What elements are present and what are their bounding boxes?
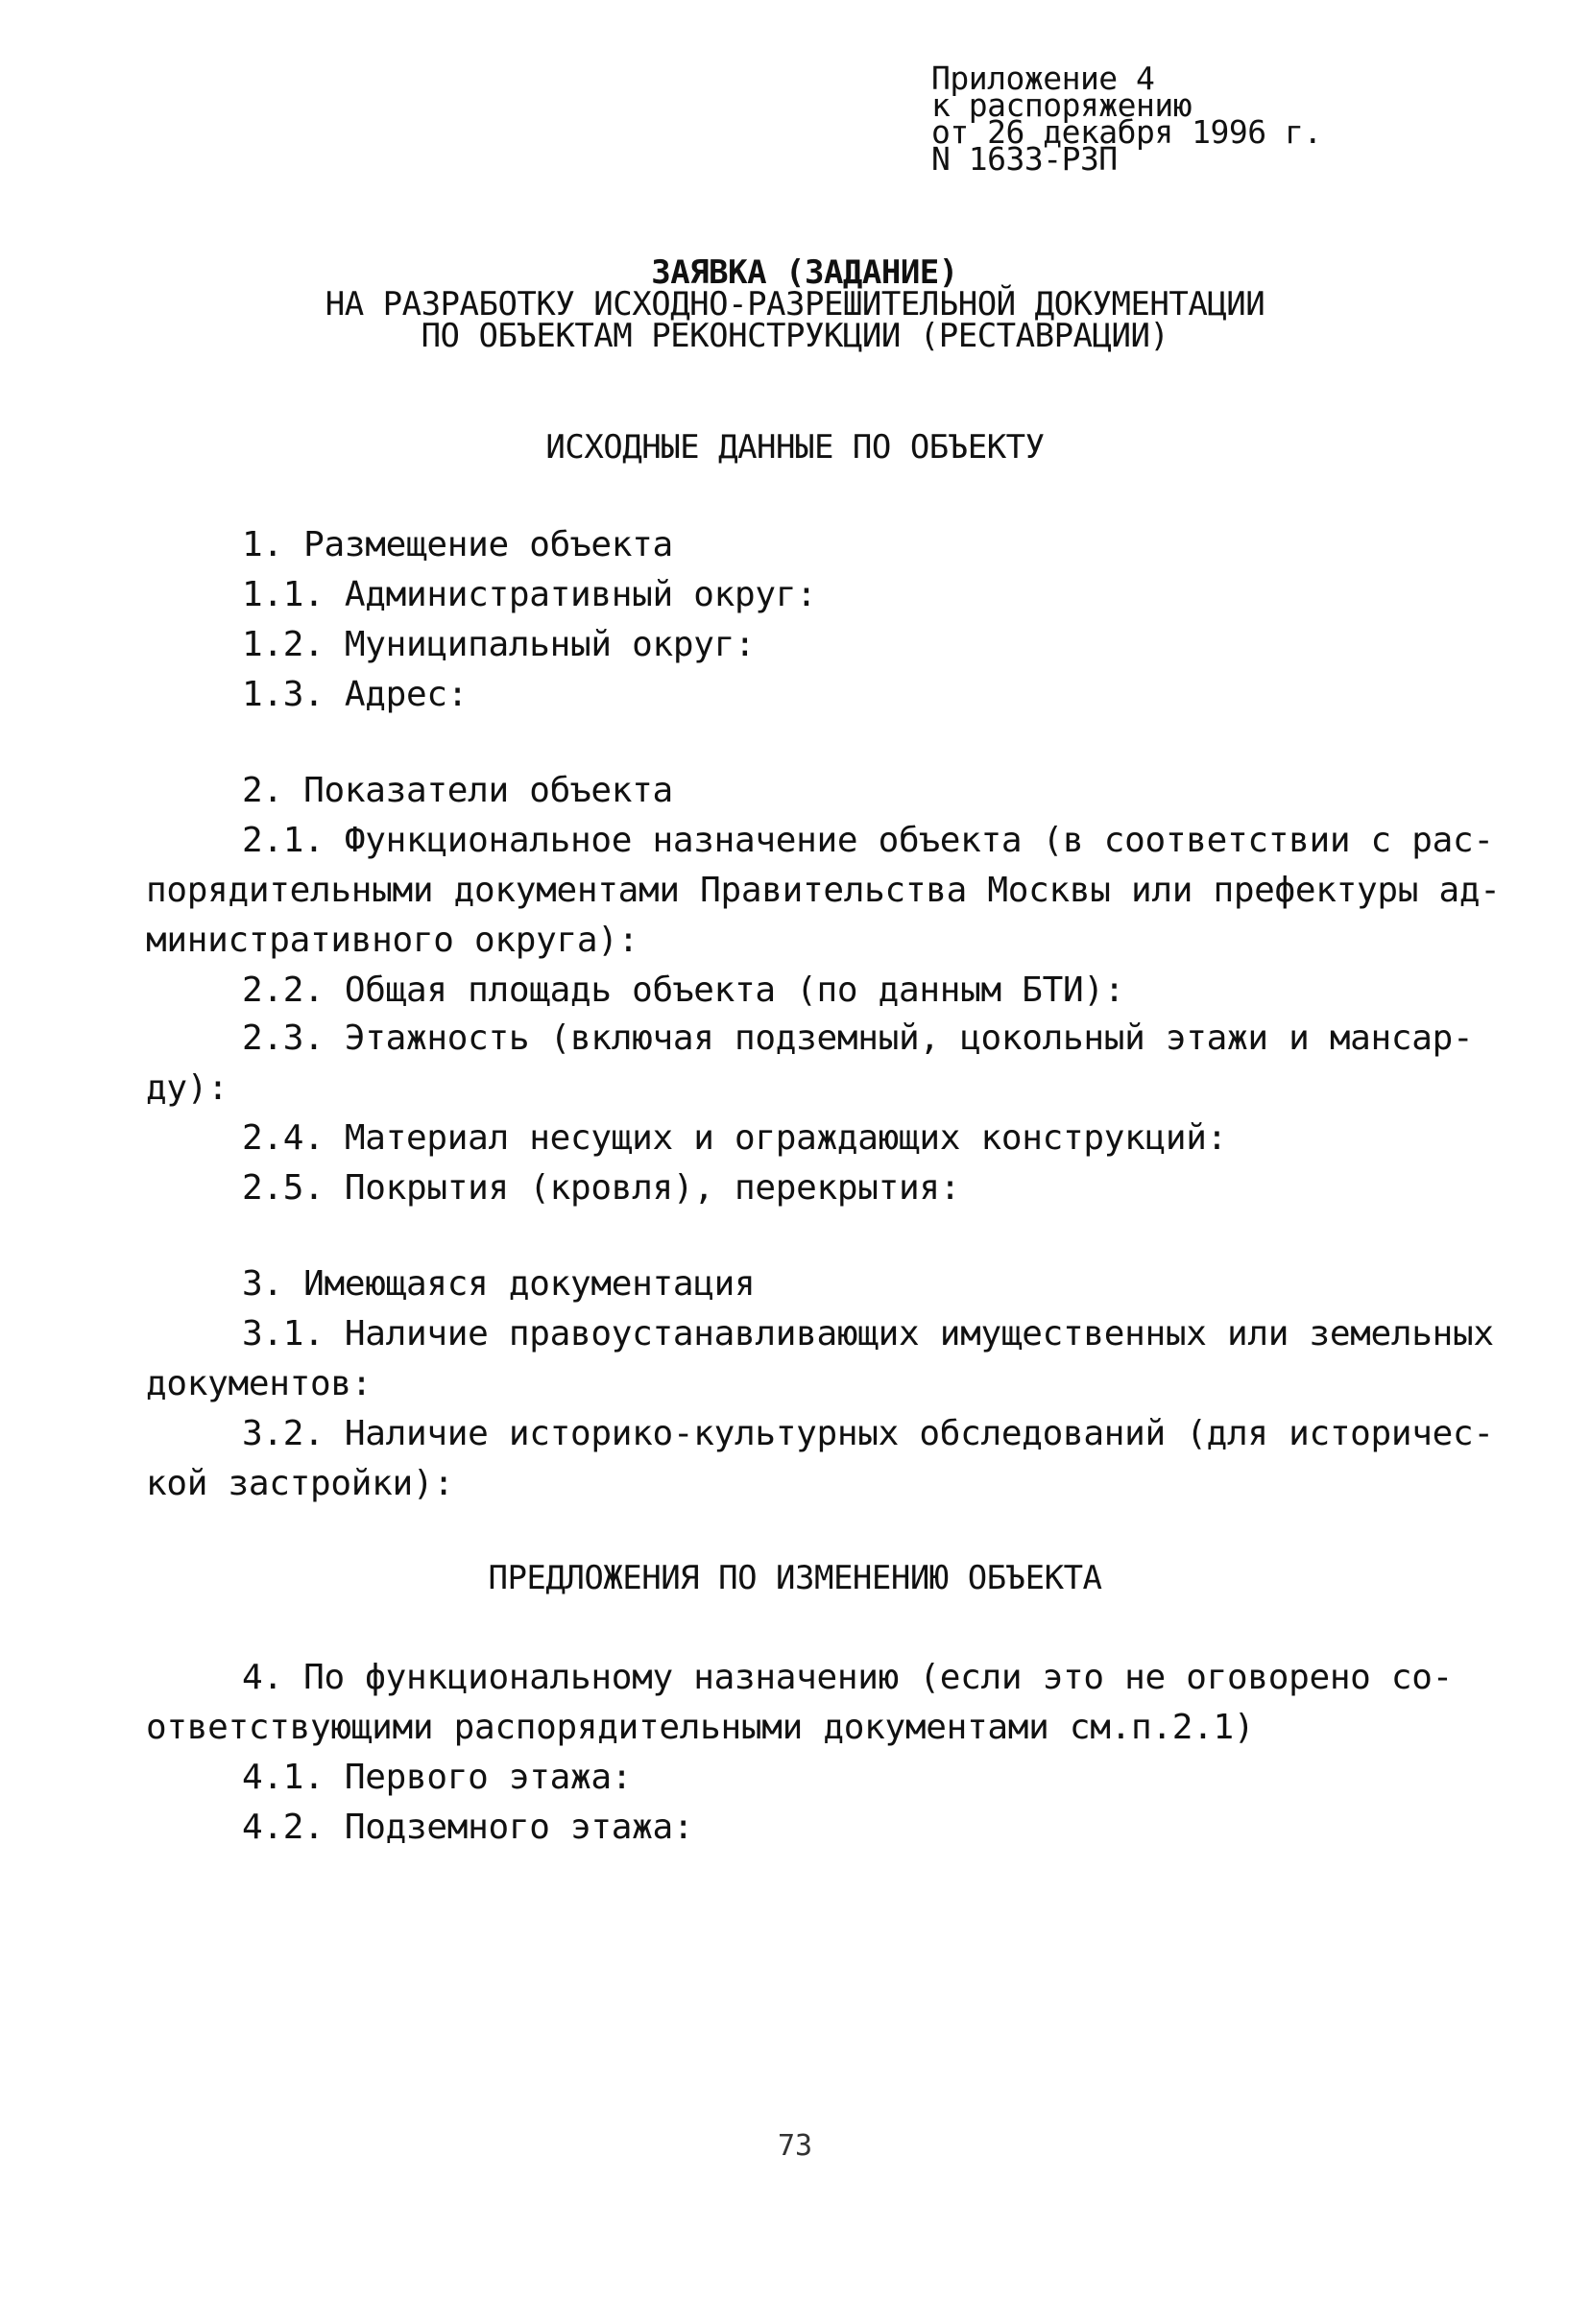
- appendix-date: от 26 декабря 1996 г.: [931, 113, 1322, 151]
- title-line-3: ПО ОБЪЕКТАМ РЕКОНСТРУКЦИИ (РЕСТАВРАЦИИ): [421, 317, 1169, 355]
- section-heading-initial-data: ИСХОДНЫЕ ДАННЫЕ ПО ОБЪЕКТУ: [545, 428, 1045, 467]
- section-heading-proposals: ПРЕДЛОЖЕНИЯ ПО ИЗМЕНЕНИЮ ОБЪЕКТА: [488, 1559, 1102, 1597]
- item-3-2-line-1: 3.2. Наличие историко-культурных обследований (для историчес-: [242, 1414, 1494, 1453]
- item-1: 1. Размещение объекта: [242, 525, 673, 564]
- appendix-order-number: N 1633-РЗП: [931, 140, 1118, 178]
- item-2-4: 2.4. Материал несущих и ограждающих конструкций:: [242, 1118, 1227, 1158]
- appendix-order-label: к распоряжению: [931, 86, 1192, 124]
- title-line-2: НА РАЗРАБОТКУ ИСХОДНО-РАЗРЕШИТЕЛЬНОЙ ДОКУМЕНТАЦИИ: [325, 285, 1265, 323]
- item-1-2: 1.2. Муниципальный округ:: [242, 625, 756, 664]
- item-3: 3. Имеющаяся документация: [242, 1264, 756, 1304]
- item-1-1: 1.1. Административный округ:: [242, 575, 817, 614]
- appendix-reference: [931, 60, 1322, 178]
- document-title: [0, 253, 1590, 355]
- title-line-1: ЗАЯВКА (ЗАДАНИЕ): [651, 253, 958, 292]
- item-4-2: 4.2. Подземного этажа:: [242, 1808, 694, 1847]
- item-2-3-line-2: ду):: [146, 1068, 229, 1108]
- item-2: 2. Показатели объекта: [242, 771, 673, 810]
- item-2-5: 2.5. Покрытия (кровля), перекрытия:: [242, 1168, 961, 1208]
- item-3-1-line-2: документов:: [146, 1364, 373, 1403]
- item-2-2: 2.2. Общая площадь объекта (по данным БТИ):: [242, 970, 1125, 1010]
- item-2-3-line-1: 2.3. Этажность (включая подземный, цокольный этажи и мансар-: [242, 1018, 1474, 1058]
- appendix-number: Приложение 4: [931, 60, 1155, 97]
- page-number: 73: [777, 2129, 813, 2163]
- item-2-1-line-2: порядительными документами Правительства Москвы или префектуры ад-: [146, 871, 1501, 910]
- item-4-line-2: ответствующими распорядительными документами см.п.2.1): [146, 1708, 1255, 1747]
- item-3-1-line-1: 3.1. Наличие правоустанавливающих имущественных или земельных: [242, 1314, 1494, 1354]
- item-4-line-1: 4. По функциональному назначению (если это не оговорено со-: [242, 1658, 1454, 1697]
- item-2-1-line-3: министративного округа):: [146, 921, 638, 960]
- item-1-3: 1.3. Адрес:: [242, 675, 469, 714]
- item-2-1-line-1: 2.1. Функциональное назначение объекта (в соответствии с рас-: [242, 821, 1494, 860]
- item-4-1: 4.1. Первого этажа:: [242, 1758, 633, 1797]
- item-3-2-line-2: кой застройки):: [146, 1464, 454, 1503]
